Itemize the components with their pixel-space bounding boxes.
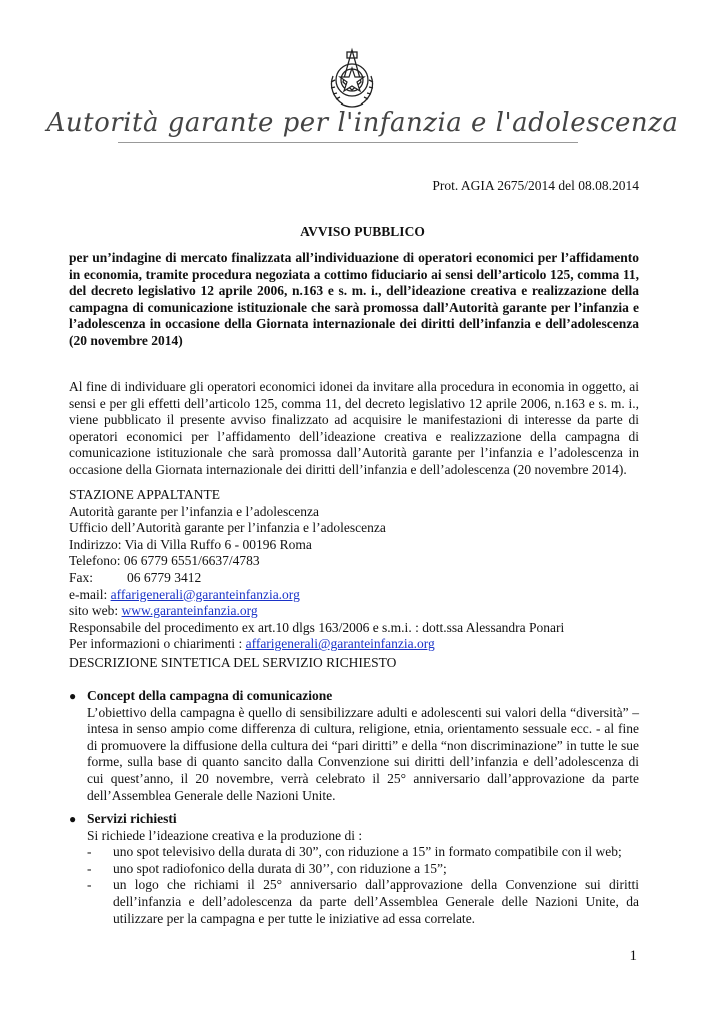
- email-label: e-mail:: [69, 586, 111, 602]
- info-label: Per informazioni o chiarimenti :: [69, 636, 246, 652]
- station-phone: Telefono: 06 6779 6551/6637/4783: [69, 553, 260, 569]
- station-line1: Autorità garante per l’infanzia e l’adolescenza: [69, 503, 319, 519]
- station-fax: [69, 570, 564, 587]
- concept-section: [69, 688, 639, 804]
- dash-icon: -: [87, 860, 92, 876]
- contracting-station: [69, 487, 564, 653]
- page-number: 1: [629, 948, 637, 964]
- fax-label: Fax:: [69, 569, 94, 585]
- intro-paragraph: Al fine di individuare gli operatori economici idonei da invitare alla procedura in economia in oggetto, ai sensi e per gli effetti dell’articolo 125, comma 11, del decreto legislativo 12 aprile 2006, n.163 e s. m. i., viene pubblicato il presente avviso finalizzato ad acquisire le manifestazioni di interesse da parte di operatori economici per l’affidamento dell’ideazione creativa e realizzazione della campagna di comunicazione istituzionale che sarà promossa dall’Autorità garante per l’infanzia e l’adolescenza in occasione della Giornata internazionale dei diritti dell’infanzia e dell’adolescenza (20 novembre 2014).: [69, 379, 639, 477]
- station-address: Indirizzo: Via di Villa Ruffo 6 - 00196 Roma: [69, 536, 312, 552]
- authority-title: Autorità garante per l'infanzia e l'adolescenza: [46, 108, 679, 138]
- station-responsabile: Responsabile del procedimento ex art.10 dlgs 163/2006 e s.m.i. : dott.ssa Alessandra Ponari: [69, 619, 565, 635]
- service-item-text: uno spot televisivo della durata di 30”, con riduzione a 15” in formato compatibile con il web;: [113, 844, 622, 860]
- bullet-icon: ●: [69, 689, 77, 703]
- notice-title: AVVISO PUBBLICO: [300, 224, 425, 239]
- header-divider: [118, 142, 578, 143]
- service-item-text: uno spot radiofonico della durata di 30’’, con riduzione a 15”;: [113, 860, 447, 876]
- bullet-icon: ●: [69, 812, 77, 826]
- dash-icon: -: [87, 844, 92, 860]
- website-link[interactable]: www.garanteinfanzia.org: [121, 603, 258, 619]
- services-section: [69, 811, 639, 927]
- notice-subject: per un’indagine di mercato finalizzata all’individuazione di operatori economici per l’affidamento in economia, tramite procedura negoziata a cottimo fiduciario ai sensi dell’articolo 125, comma 11, del decreto legislativo 12 aprile 2006, n.163 e s. m. i., dell’ideazione creativa e realizzazione della campagna di comunicazione istituzionale che sarà promossa dall’Autorità garante per l’infanzia e l’adolescenza in occasione della Giornata internazionale dei diritti dell’infanzia e dell’adolescenza (20 novembre 2014): [69, 250, 639, 348]
- station-title: STAZIONE APPALTANTE: [69, 487, 220, 502]
- services-intro: Si richiede l’ideazione creativa e la produzione di :: [87, 827, 363, 843]
- concept-heading: Concept della campagna di comunicazione: [87, 688, 333, 703]
- fax-number: 06 6779 3412: [127, 569, 202, 585]
- republic-emblem-icon: [321, 46, 383, 112]
- web-label: sito web:: [69, 603, 122, 619]
- dash-icon: -: [87, 877, 92, 893]
- list-item: [87, 844, 639, 861]
- email-link[interactable]: affarigenerali@garanteinfanzia.org: [110, 586, 300, 602]
- info-email-link[interactable]: affarigenerali@garanteinfanzia.org: [245, 636, 435, 652]
- station-email: [69, 587, 564, 604]
- station-info: [69, 636, 564, 653]
- services-heading: Servizi richiesti: [87, 811, 177, 826]
- station-web: [69, 603, 564, 620]
- list-item: [87, 861, 639, 878]
- description-title: DESCRIZIONE SINTETICA DEL SERVIZIO RICHIESTO: [69, 655, 397, 670]
- list-item: [87, 877, 639, 927]
- services-list: [87, 844, 639, 927]
- service-item-text: un logo che richiami il 25° anniversario dall’approvazione della Convenzione sui diritti dell’infanzia e dell’adolescenza da parte dell’Assemblea Generale delle Nazioni Unite, da utilizzare per la campagna e per tutte le iniziative ad essa correlate.: [113, 877, 639, 926]
- concept-body: L’obiettivo della campagna è quello di sensibilizzare adulti e adolescenti sui valori della “diversità” – intesa in senso ampio come differenza di cultura, religione, etnia, orientamento sessuale ecc. - al fine di promuovere la diffusione della cultura dei “pari diritti” e della “non discriminazione” in tutte le sue forme, sulla base di quanto sancito dalla Convenzione sui diritti dell’infanzia e dell’adolescenza di cui quest’anno, il 20 novembre, verrà celebrato il 25° anniversario dall’approvazione da parte dell’Assemblea Generale delle Nazioni Unite.: [87, 704, 639, 803]
- protocol-number: Prot. AGIA 2675/2014 del 08.08.2014: [432, 178, 639, 193]
- station-line2: Ufficio dell’Autorità garante per l’infanzia e l’adolescenza: [69, 520, 386, 536]
